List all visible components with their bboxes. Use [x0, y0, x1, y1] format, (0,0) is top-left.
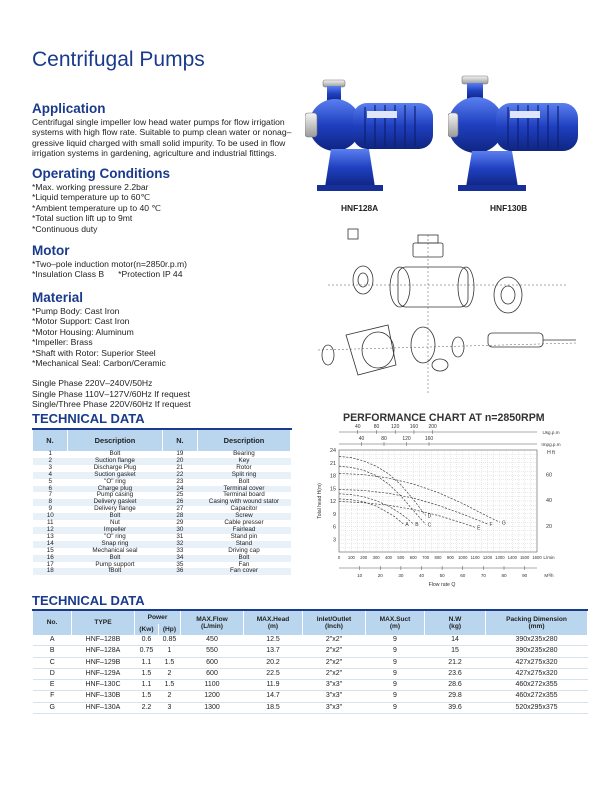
table-cell: 9 [366, 657, 425, 668]
chart-title: PERFORMANCE CHART AT n=2850RPM [343, 412, 545, 424]
col-header-nw [425, 611, 486, 635]
table-cell: 12.5 [244, 635, 303, 646]
material-heading: Material [32, 290, 84, 305]
table-cell: Driving cap [197, 548, 290, 555]
table-cell: 6 [33, 486, 68, 493]
table-cell: 3"x3" [303, 680, 366, 691]
table-cell: 450 [181, 635, 244, 646]
material-line: *Motor Support: Cast Iron [32, 316, 130, 327]
table-cell: 600 [181, 657, 244, 668]
power-line: Single/Three Phase 220V/60Hz If request [32, 399, 191, 410]
head-unit: (m) [267, 623, 279, 630]
material-line: *Shaft with Rotor: Superior Steel [32, 347, 156, 358]
col-header: Description [197, 430, 290, 451]
usgpm-tick-label: 120 [391, 424, 400, 430]
table-cell: 1 [158, 646, 180, 657]
table-cell: Cable presser [197, 520, 290, 527]
motor-line [32, 269, 187, 279]
table-cell: 18 [33, 568, 68, 575]
table-cell: 600 [181, 668, 244, 679]
table-cell: 550 [181, 646, 244, 657]
material-line: *Impeller: Brass [32, 337, 93, 348]
table-cell: 1 [33, 451, 68, 458]
table-cell: HNF–129A [72, 668, 135, 679]
table-cell: Fan cover [197, 568, 290, 575]
table-cell: 13 [33, 534, 68, 541]
table-cell: 21 [162, 465, 197, 472]
table-cell: 1100 [181, 680, 244, 691]
table-cell: 3 [33, 465, 68, 472]
material-line: *Mechanical Seal: Carbon/Ceramic [32, 358, 166, 369]
table-cell: 31 [162, 534, 197, 541]
table-cell: 1.1 [135, 680, 159, 691]
table-cell: C [33, 657, 72, 668]
table-cell: 25 [162, 492, 197, 499]
material-line: *Motor Housing: Aluminum [32, 326, 134, 337]
table-cell: Terminal board [197, 492, 290, 499]
table-cell: 9 [366, 680, 425, 691]
table-cell: 10 [33, 513, 68, 520]
specs-table-header [33, 611, 588, 624]
table-cell: Pump support [68, 562, 163, 569]
table-row [33, 668, 588, 679]
insulation-text: *Insulation Class B [32, 269, 105, 280]
material-line: *Pump Body: Cast Iron [32, 306, 120, 316]
impgpm-tick-label: 40 [358, 436, 365, 442]
usgpm-tick-label: 40 [354, 424, 361, 430]
operating-line: *Ambient temperature up to 40 ℃ [32, 202, 162, 213]
table-cell: 15 [425, 646, 486, 657]
table-cell: 26 [162, 499, 197, 506]
application-line: systems with high flow rate. Suitable to pump clean water or nonag– [32, 127, 292, 138]
m3h-tick-label: 70 [480, 573, 486, 578]
x-tick-label: 1100 [470, 555, 480, 560]
table-row [33, 657, 588, 668]
table-cell: 17 [33, 562, 68, 569]
pump-label: HNF128A [341, 203, 379, 213]
m3h-tick-label: 10 [357, 573, 363, 578]
m3h-tick-label: 30 [398, 573, 404, 578]
table-cell: 2 [158, 668, 180, 679]
col-header: N. [162, 430, 197, 451]
table-row [33, 702, 588, 713]
application-text [32, 117, 291, 159]
table-cell: 1200 [181, 691, 244, 702]
table-cell: 21.2 [425, 657, 486, 668]
table-cell: Delivery flange [68, 506, 163, 513]
application-line: Centrifugal single impeller low head water pumps for flow irrigation [32, 117, 285, 127]
table-cell: HNF–130A [72, 702, 135, 713]
pump-hnf130b-image [448, 73, 583, 195]
x-tick-label: 0 [337, 555, 341, 560]
series-label: F [489, 521, 493, 528]
table-cell: 9 [366, 691, 425, 702]
table-row [33, 548, 291, 555]
table-cell: fBolt [68, 568, 163, 575]
power-line: Single Phase 110V–127V/60Hz If request [32, 388, 190, 399]
table-cell: 29.8 [425, 691, 486, 702]
table-cell: 427x275x320 [486, 668, 588, 679]
table-cell: 36 [162, 568, 197, 575]
flow-unit: (L/min) [201, 623, 223, 630]
series-label: D [427, 513, 432, 520]
table-cell: 390x235x280 [486, 635, 588, 646]
table-cell: 1.5 [135, 668, 159, 679]
table-cell: 11 [33, 520, 68, 527]
table-cell: 15 [33, 548, 68, 555]
table-cell: E [33, 680, 72, 691]
table-cell: 23 [162, 479, 197, 486]
table-row [33, 568, 291, 575]
right-tick-label: 20 [546, 524, 552, 531]
table-cell: 8 [33, 499, 68, 506]
col-header-no: No. [33, 611, 72, 635]
table-cell: HNF–128A [72, 646, 135, 657]
table-cell: 0.85 [158, 635, 180, 646]
table-cell: 14.7 [244, 691, 303, 702]
table-cell: Capacitor [197, 506, 290, 513]
table-row [33, 646, 588, 657]
table-cell: Stand [197, 541, 290, 548]
operating-line: *Total suction lift up to 9mt [32, 213, 133, 224]
x-tick-label: 300 [372, 555, 380, 560]
right-axis-unit: H ft [547, 450, 555, 456]
inlet-label: Inlet/Outlet [316, 615, 352, 623]
col-header-hp: (Hp) [158, 624, 180, 635]
table-cell: G [33, 702, 72, 713]
x-tick-label: 900 [446, 555, 454, 560]
table-cell: 3 [158, 702, 180, 713]
table-cell: HNF–128B [72, 635, 135, 646]
series-label: E [477, 525, 481, 532]
table-row [33, 691, 588, 702]
x-tick-label: 800 [434, 555, 442, 560]
col-header: Description [68, 430, 163, 451]
table-cell: 2.2 [135, 702, 159, 713]
flow-label: MAX.Flow [196, 615, 228, 623]
x-tick-label: 1500 [519, 555, 530, 560]
x-tick-label: 1000 [458, 555, 468, 560]
nw-label: N.W [448, 615, 462, 623]
table-cell: 9 [366, 702, 425, 713]
table-cell: Bearing [197, 451, 290, 458]
table-cell: 22.5 [244, 668, 303, 679]
y-tick-label: 9 [333, 511, 336, 518]
table-cell: 20 [162, 458, 197, 465]
table-cell: A [33, 635, 72, 646]
x-tick-label: 400 [385, 555, 392, 560]
table-cell: 3"x3" [303, 702, 366, 713]
table-cell: 32 [162, 541, 197, 548]
operating-line: *Max. working pressure 2.2bar [32, 182, 149, 192]
table-cell: 390x235x280 [486, 646, 588, 657]
x-tick-label: 100 [347, 555, 355, 560]
x-tick-label: 1400 [507, 555, 517, 560]
col-header-power: Power [135, 611, 181, 624]
table-cell: 27 [162, 506, 197, 513]
x-tick-label: 200 [360, 555, 368, 560]
usgpm-tick-label: 80 [373, 424, 380, 430]
table-cell: Rotor [197, 465, 290, 472]
table-cell: 35 [162, 562, 197, 569]
table-row [33, 680, 588, 691]
table-cell: Impeller [68, 527, 163, 534]
table-cell: Key [197, 458, 290, 465]
page-title: Centrifugal Pumps [32, 48, 205, 71]
table-row [33, 472, 291, 479]
table-cell: 28 [162, 513, 197, 520]
m3h-tick-label: 80 [501, 573, 507, 578]
suct-unit: (m) [389, 623, 401, 630]
table-cell: Fan [197, 562, 290, 569]
table-cell: "O" ring [68, 534, 163, 541]
table-cell: 4 [33, 472, 68, 479]
table-cell: 13.7 [244, 646, 303, 657]
table-cell: 2 [158, 691, 180, 702]
table-cell: Suction gasket [68, 472, 163, 479]
table-cell: 19 [162, 451, 197, 458]
table-cell: 33 [162, 548, 197, 555]
col-header: N. [33, 430, 68, 451]
table-cell: 2 [33, 458, 68, 465]
m3h-tick-label: 50 [439, 573, 445, 578]
table-cell: D [33, 668, 72, 679]
table-cell: 16 [33, 555, 68, 562]
impgpm-tick-label: 160 [424, 436, 434, 442]
table-cell: Bolt [68, 555, 163, 562]
table-cell: 14 [425, 635, 486, 646]
pump-hnf128a-image [305, 75, 440, 195]
head-label: MAX.Head [256, 615, 290, 623]
m3h-tick-label: 90 [522, 573, 528, 578]
y-tick-label: 3 [333, 537, 336, 544]
m3h-tick-label: 20 [377, 573, 383, 578]
table-cell: 0.6 [135, 635, 159, 646]
series-label: B [415, 521, 419, 528]
table-cell: 2"x2" [303, 646, 366, 657]
impgpm-axis-unit: Impg.p.m [541, 442, 561, 447]
table-cell: 23.6 [425, 668, 486, 679]
table-cell: HNF–130C [72, 680, 135, 691]
table-cell: 14 [33, 541, 68, 548]
col-header-flow [181, 611, 244, 635]
x-tick-label: 1300 [495, 555, 505, 560]
table-cell: Delivery gasket [68, 499, 163, 506]
table-cell: Discharge Plug [68, 465, 163, 472]
series-label: G [501, 520, 506, 527]
impgpm-tick-label: 80 [381, 436, 387, 442]
operating-text [32, 182, 161, 234]
table-cell: Bolt [68, 451, 163, 458]
y-tick-label: 15 [330, 486, 336, 493]
application-heading: Application [32, 101, 106, 116]
right-tick-label: 60 [546, 472, 552, 479]
usgpm-axis-unit: Usg.p.m [542, 430, 560, 435]
table-cell: HNF–130B [72, 691, 135, 702]
technical-data-heading: TECHNICAL DATA [32, 411, 145, 426]
table-cell: F [33, 691, 72, 702]
pump-label: HNF130B [490, 203, 528, 213]
table-row [33, 555, 291, 562]
col-header-inlet [303, 611, 366, 635]
usgpm-tick-label: 160 [409, 424, 419, 430]
x-tick-label: 600 [409, 555, 417, 560]
table-cell: Screw [197, 513, 290, 520]
col-header-head [244, 611, 303, 635]
table-cell: Bolt [197, 555, 290, 562]
table-cell: 24 [162, 486, 197, 493]
table-cell: 1.5 [158, 680, 180, 691]
table-cell: 9 [33, 506, 68, 513]
parts-table [33, 430, 291, 575]
table-cell: 12 [33, 527, 68, 534]
table-cell: 9 [366, 646, 425, 657]
table-cell: 7 [33, 492, 68, 499]
usgpm-tick-label: 200 [428, 424, 437, 430]
table-cell: Mechanical seal [68, 548, 163, 555]
table-row [33, 458, 291, 465]
motor-text [32, 259, 187, 280]
material-text [32, 306, 191, 410]
table-cell: 9 [366, 635, 425, 646]
table-cell: 39.6 [425, 702, 486, 713]
pack-unit: (mm) [528, 623, 545, 630]
application-line: gressive liquid charged with small solid impurity. To be used in flow [32, 137, 286, 148]
performance-chart [305, 422, 595, 590]
application-line: irrigation systems in gardening, agriculture and industrial fittings. [32, 148, 277, 159]
table-cell: Pump casing [68, 492, 163, 499]
table-cell: Bolt [68, 513, 163, 520]
y-tick-label: 18 [330, 473, 336, 480]
table-cell: 22 [162, 472, 197, 479]
series-label: A [405, 521, 409, 528]
nw-unit: (kg) [448, 623, 462, 630]
table-cell: 2"x2" [303, 635, 366, 646]
col-header-kw: (Kw) [135, 624, 159, 635]
col-header-suct [366, 611, 425, 635]
power-line: Single Phase 220V–240V/50Hz [32, 378, 153, 389]
y-tick-label: 24 [330, 448, 336, 454]
m3h-axis-unit: M³/h [544, 573, 554, 578]
table-cell: 11.9 [244, 680, 303, 691]
specs-heading: TECHNICAL DATA [32, 593, 145, 608]
x-tick-label: 700 [422, 555, 430, 560]
y-tick-label: 12 [330, 499, 336, 505]
table-cell: 29 [162, 520, 197, 527]
table-cell: 2"x2" [303, 657, 366, 668]
operating-heading: Operating Conditions [32, 166, 170, 181]
x-tick-label: 1200 [482, 555, 493, 560]
x-tick-label: 1600 [532, 555, 542, 560]
table-cell: Split ring [197, 472, 290, 479]
table-cell: 520x295x375 [486, 702, 588, 713]
m3h-tick-label: 60 [460, 573, 466, 578]
pack-label: Packing Dimension [506, 615, 567, 623]
table-cell: 1300 [181, 702, 244, 713]
exploded-view-diagram [318, 225, 580, 400]
table-cell: 5 [33, 479, 68, 486]
table-cell: 28.6 [425, 680, 486, 691]
table-cell: Casing with wound stator [197, 499, 290, 506]
parts-table-header [33, 430, 291, 451]
table-cell: Bolt [197, 479, 290, 486]
table-cell: Stand pin [197, 534, 290, 541]
table-cell: Nut [68, 520, 163, 527]
x-tick-label: 500 [397, 555, 405, 560]
motor-heading: Motor [32, 243, 70, 258]
y-tick-label: 21 [330, 460, 336, 467]
table-row [33, 635, 588, 646]
protection-text: *Protection IP 44 [118, 269, 183, 280]
table-cell: 0.75 [135, 646, 159, 657]
table-cell: 34 [162, 555, 197, 562]
table-cell: HNF–129B [72, 657, 135, 668]
table-row [33, 451, 291, 458]
table-cell: 18.5 [244, 702, 303, 713]
table-cell: B [33, 646, 72, 657]
right-tick-label: 40 [546, 498, 552, 505]
operating-line: *Continuous duty [32, 223, 98, 234]
specs-table [33, 611, 588, 714]
table-cell: 460x272x355 [486, 691, 588, 702]
impgpm-tick-label: 120 [402, 436, 411, 442]
table-cell: 460x272x355 [486, 680, 588, 691]
table-cell: 9 [366, 668, 425, 679]
table-cell: 3"x3" [303, 691, 366, 702]
y-tick-label: 6 [333, 524, 336, 531]
series-label: C [427, 522, 432, 529]
col-header-pack [486, 611, 588, 635]
table-cell: 427x275x320 [486, 657, 588, 668]
y-axis-title: Total head H(m) [317, 483, 323, 519]
table-cell: Snap ring [68, 541, 163, 548]
table-cell: "O" ring [68, 479, 163, 486]
table-cell: Suction flange [68, 458, 163, 465]
suct-label: MAX.Suct [379, 615, 411, 623]
inlet-unit: (Inch) [325, 623, 343, 630]
table-cell: 1.5 [135, 691, 159, 702]
motor-line: *Two–pole induction motor(n=2850r.p.m) [32, 259, 188, 269]
operating-line: *Liquid temperature up to 60℃ [32, 192, 151, 203]
table-cell: 2"x2" [303, 668, 366, 679]
x-axis-title: Flow rate Q [428, 582, 456, 588]
table-cell: 1.1 [135, 657, 159, 668]
table-cell: 30 [162, 527, 197, 534]
table-cell: Terminal cover [197, 486, 290, 493]
col-header-type: TYPE [72, 611, 135, 635]
table-cell: Fairlead [197, 527, 290, 534]
table-cell: Charge plug [68, 486, 163, 493]
m3h-tick-label: 40 [418, 573, 425, 578]
x-axis-unit: L/min [543, 555, 555, 560]
table-cell: 20.2 [244, 657, 303, 668]
table-cell: 1.5 [158, 657, 180, 668]
